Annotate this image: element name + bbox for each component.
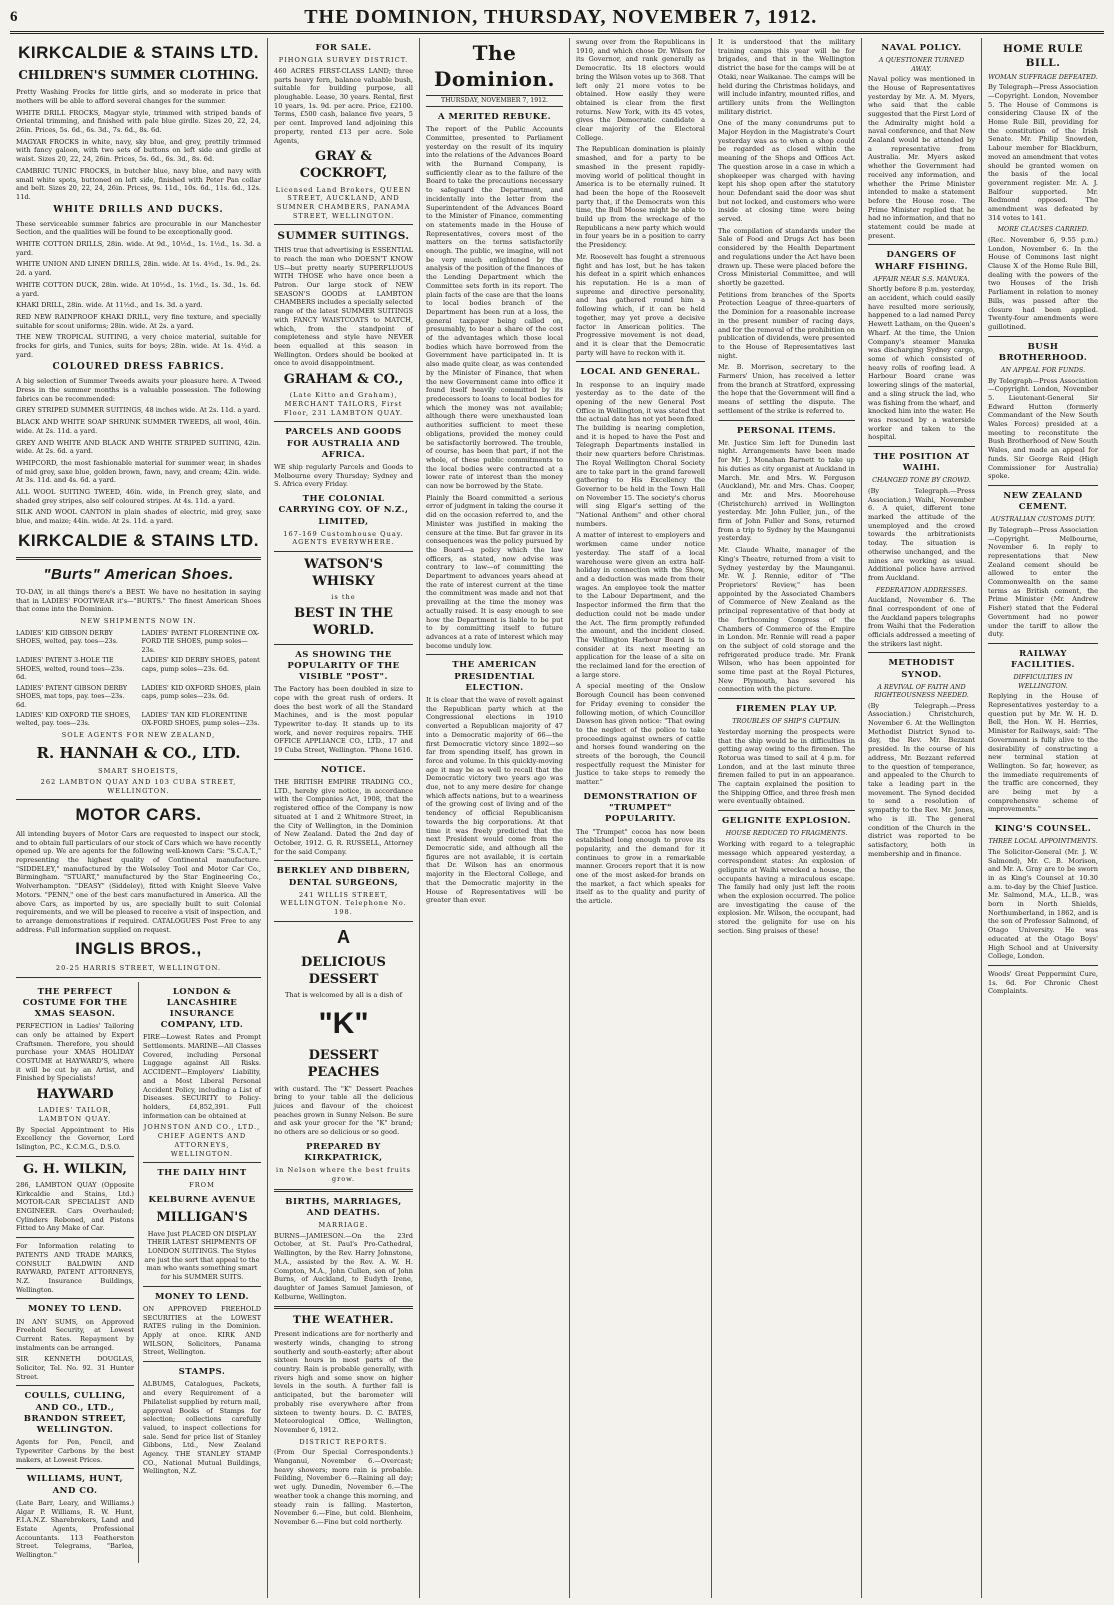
peaches-body: with custard. The "K" Dessert Peaches bring to your table all the delicious juices and flavour of the choicest peaches grown in Sunny Nelson. Be sure and ask your grocer for the "K" brand; no others are so delicious or so good. <box>274 1084 413 1137</box>
methodist-body: (By Telegraph.—Press Association.) Christchurch, November 6. At the Wellington Methodist District Synod to-day, the Rev. Mr. Bezzant presided. In the course of his address, Mr. Bezzant referred to the question of temperance, and appealed to the Church to take a leading part in the movement. The Synod decided to send a resolution of sympathy to the Rev. Mr. Jones, who is ill. The general condition of the Church in the district was reported to be satisfactory, both in membership and in finance. <box>868 701 975 858</box>
costume-heading: THE PERFECT COSTUME FOR THE XMAS SEASON. <box>22 986 128 1019</box>
tweed-4: WHIPCORD, the most fashionable material for summer wear, in shades of mid grey, saxe blue, golden brown, fawn, navy, and cream; 42in. wide. At 3s. 11d. and 4s. 6d. a yard. <box>16 458 261 485</box>
motor-body: All intending buyers of Motor Cars are requested to inspect our stock, and to obtain full particulars of our stock of Cars which we have recently opened up. We are agents for the following well-known Cars: "S.C.A.T.," representing the highest quality of Continental manufacture. "SIDDELEY," manufactured by the Wolseley Tool and Motor Car Co., Birmingham. "STUART," manufactured by the Star Engineering Co., Wolverhampton. "DEASY" (Siddeley), fitted with Knight Sleeve Valve Motors. "PENN," one of the best cars manufactured in America. All the above Cars, as imported by us, are specially built to suit Colonial requirements, and we will be pleased to receive a visit of inspection, and to arrange demonstrations if required. CATALOGUES Post Free to any address. Full information supplied on request. <box>16 829 261 934</box>
burts-heading: "Burts" American Shoes. <box>43 566 234 584</box>
burts-body: TO-DAY, in all things there's a BEST. We have no hesitation in saying that in LADIES' FOOTWEAR it's—"BURTS." The finest American Shoes that come into the Dominion. <box>16 588 261 614</box>
summer-body: THIS true that advertising is ESSENTIAL to reach the man who DOESN'T KNOW US—but pretty nearly SUPERFLUOUS WITH THOSE who have once been a Patron. Our large stock of NEW SEASON'S GOODS at LAMBTON CHAMBERS includes a specially selected range of the latest SUMMER SUITINGS with FANCY WAISTCOATS to MATCH, which, from the standpoint of completeness and style have NEVER been equalled at this season in Wellington. Orders should be booked at once to avoid disappointment. <box>274 246 413 368</box>
new-shipments: NEW SHIPMENTS NOW IN. <box>80 617 197 626</box>
notice-body: THE BRITISH EMPIRE TRADING CO., LTD., hereby give notice, in accordance with the Companies Act, 1908, that the registered office of the Company is now situated at 1 and 2 Whitmore Street, in the City of Wellington, in the Dominion of New Zealand. Dated the 2nd day of October, 1912. G. R. RUSSELL, Attorney for the said Company. <box>274 778 413 856</box>
cement-sub: AUSTRALIAN CUSTOMS DUTY. <box>990 515 1096 524</box>
children-clothing-heading: CHILDREN'S SUMMER CLOTHING. <box>18 68 259 83</box>
dessert-peaches: DESSERT PEACHES <box>307 1048 380 1081</box>
williams-body: (Late Barr, Leary, and Williams.) Algar P. Williams, R. W. Hunt, F.I.A.N.Z. Sharebrokers, Land and Estate Agents, Professional Accountants. 113 Featherston Street. Telegrams, "Barlea, Wellington." <box>16 1498 134 1560</box>
kings-body: The Solicitor-General (Mr. J. W. Salmond), Mr. C. B. Morison, and Mr. A. Gray are to be sworn in as King's Counsel at 10.30 a.m. to-day by the Chief Justice. Mr. Salmond, M.A., LL.B., was born in North Shields, Northumberland, in 1862, and is the son of Professor Salmond, of Otago University. He was educated at the Otago Boys' High School and at University College, London. <box>988 847 1098 961</box>
page-number: 6 <box>10 9 18 25</box>
gray-address: Licensed Land Brokers, QUEEN STREET, AUCKLAND, AND SUMNER CHAMBERS, PANAMA STREET, WELLINGTON. <box>275 185 412 220</box>
money-heading: MONEY TO LEND. <box>27 1304 123 1315</box>
weather-heading: THE WEATHER. <box>293 1314 394 1327</box>
shoe-2: LADIES' PATENT FLORENTINE OX-FORD TIE SHOES, pump soles—23s. <box>141 628 260 654</box>
masthead <box>10 8 1104 34</box>
coull-heading: COULLS, CULLING, AND CO., LTD., BRANDON STREET, WELLINGTON. <box>23 1391 127 1436</box>
paper-title: The Dominion. <box>434 41 555 92</box>
leader-body-2: Plainly the Board committed a serious error of judgment in taking the course it did on the occasion referred to, and the Minister was justified in making the censure at the time. But far graver in its consequences was the policy pursued by the Board—a policy which the law officers, as stated, now advise was contrary to law—of committing the Department to advances years ahead at the rate of interest current at the time the commitment was made and not that prevailing at the time the money was actually raised. It is easy enough to see how the Department is liable to be put to by committing itself to future advances at a rate of interest which may become unduly low. <box>426 493 563 650</box>
more-clauses-body: (Rec. November 6, 9.55 p.m.) London, November 6. In the House of Commons last night Clause X of the Home Rule Bill, dealing with the powers of the two Houses of the Irish Parliament in relation to money Bills, was passed after the closure had been applied. Twenty-four amendments were guillotined. <box>988 235 1098 331</box>
hayward-name: HAYWARD <box>36 1087 114 1103</box>
home-rule-sub: WOMAN SUFFRAGE DEFEATED. <box>988 72 1098 81</box>
kings-sub: THREE LOCAL APPOINTMENTS. <box>988 837 1098 846</box>
tweed-2: BLACK AND WHITE SOAP SHRUNK SUMMER TWEEDS, all wool, 46in. wide. At 2s. 11d. a yard. <box>16 418 261 435</box>
local-heading: LOCAL AND GENERAL. <box>580 367 701 378</box>
for-sale-body: 460 ACRES FIRST-CLASS LAND; three parts heavy fern, balance valuable bush, suitable for building purpose, all ploughable. Lease, 30 years. Rental, first 10 years, 1s. 9d. per acre. Price, £2100. Terms, £500 cash, balance five years, 5 per cent. Improved land adjoining this property, rented £13 per acre. Sole Agents, <box>274 66 413 145</box>
railway-sub: DIFFICULTIES IN WELLINGTON. <box>1013 673 1073 690</box>
patents-body: For Information relating to PATENTS AND TRADE MARKS, CONSULT BALDWIN AND RAYWARD, PATENT ATTORNEYS, N.Z. Insurance Buildings, Wellington. <box>16 1242 134 1294</box>
naval-heading: NAVAL POLICY. <box>881 43 962 53</box>
daily-hint: THE DAILY HINT <box>157 1168 247 1179</box>
notice-heading: NOTICE. <box>320 764 367 775</box>
trumpet-heading: DEMONSTRATION OF "TRUMPET" POPULARITY. <box>583 791 698 825</box>
personal-body-2: Mr. Claude Whaite, manager of the King's Theatre, returned from a visit to Sydney yesterday by the Maunganui. Mr. W. J. Rennie, editor of "The Proprietors' Review," has been appointed by the Associated Chambers of Commerce of New Zealand as the principal representative of that body at the forthcoming Congress of the Chambers of Commerce of the Empire in London. Mr. Rennie will read a paper on the subject of cold storage and the refrigerated produce trade. Mr. Frank Wilson, who has been appointed for some time past at the Royal Pictures, New Plymouth, has severed his connection with the picture. <box>718 546 855 694</box>
stamps-heading: STAMPS. <box>178 1367 226 1378</box>
kirkcaldie-ad-title-2: KIRKCALDIE & STAINS LTD. <box>18 530 259 550</box>
trumpet-body: The "Trumpet" cocoa has now been established long enough to prove its popularity, and the demand for it continues to grow in a remarkable manner. Grocers report that it is now one of the most asked-for brands on the market, a fact which speaks for itself as to the quality and purity of the article. <box>576 827 705 906</box>
c4-body-top: swung over from the Republicans in 1910, and which chose Dr. Wilson for its Governor, and rank generally as Democratic. Its 18 electors would bring the Wilson votes up to 368. That left only 21 more votes to be obtained. How easily they were obtained is clear from the first returns. New York, with its 45 votes, gives the Democratic candidate a clear majority of the Electoral College. <box>576 38 705 142</box>
white-drills-body: These serviceable summer fabrics are procurable in our Manchester Section, and the qualities will be found to be exceptionally good. <box>16 219 261 237</box>
home-rule-heading: HOME RULE BILL. <box>1002 43 1084 69</box>
leader-body: The report of the Public Accounts Committee, presented to Parliament yesterday on the result of its inquiry into the relations of the Advances Board with the Burnand Company, is sufficiently clear as to the failure of the Board to take the precautions necessary to safeguard the Department, and incidentally into the letter from the Superintendent of the Advances Board to the Minister of Finance, commenting on statements made in the House of Representatives, covers most of the matters on the terms satisfactorily enough. The public, we imagine, will not be very much enlightened by the analysis of the position of the finances of the Lending Department which the Committee sets forth in its report. The plain facts of the case are that the loans to local bodies branch of the Department has been run at a loss, the general taxpayer being called on, presumably, to bear a share of the cost of the advantages which those local bodies which have borrowed from the Government have participated in. It is also made quite clear, as was contended by the Minister of Finance, that when the new Government came into office it found itself heavily committed by its predecessors to loans to local bodies for which the money was not available; although there were unexhausted loan authorities sufficient to meet these obligations, provided the money could be satisfactorily borrowed. The trouble, of course, has been that part, if not the whole, of these public commitments to the local bodies were contracted at a lower rate of interest than the money can now be borrowed by the State. <box>426 125 563 491</box>
column-6 <box>862 38 982 1598</box>
berkley-heading: BERKLEY AND DIBBERN, DENTAL SURGEONS, <box>276 866 411 888</box>
williams-heading: WILLIAMS, HUNT, AND CO. <box>26 1474 124 1496</box>
is-the: is the <box>331 593 356 602</box>
column-5 <box>712 38 862 1598</box>
for-sale: FOR SALE. <box>315 43 372 53</box>
k-brand: "K" <box>318 1006 369 1040</box>
london-heading: LONDON & LANCASHIRE INSURANCE COMPANY, LTD. <box>160 986 244 1031</box>
tweed-5: ALL WOOL SUITING TWEED, 46in. wide, in French grey, slate, and shaded grey stripes, also self coloured stripes. At 4s. 11d. a yard. <box>16 488 261 505</box>
column-1 <box>10 38 268 1598</box>
money2-body: ON APPROVED FREEHOLD SECURITIES at the LOWEST RATES ruling in the Dominion. Apply at once. KIRK AND WILSON, Solicitors, Panama Street, Wellington. <box>143 1304 261 1357</box>
graham-name: GRAHAM & CO., <box>283 372 404 388</box>
local-body: In response to an inquiry made yesterday as to the date of the opening of the new General Post Office in Wellington, it was stated that the actual date has not yet been fixed. The building is nearing completion, and it is hoped to have the Post and Telegraph Departments installed in their new quarters before Christmas. The Royal Wellington Choral Society are to take part in the grand farewell gathering to His Excellency the Governor to be held in the Town Hall on November 15. The society's chorus will sing Elgar's setting of the "National Anthem" and other choral numbers. <box>576 380 705 528</box>
sole-agents: SOLE AGENTS FOR NEW ZEALAND, <box>61 730 216 739</box>
hannah-address: 262 LAMBTON QUAY AND 103 CUBA STREET, WELLINGTON. <box>40 778 237 795</box>
inglis-name: INGLIS BROS., <box>75 939 202 959</box>
prepared-by: PREPARED BY KIRKPATRICK, <box>304 1141 383 1163</box>
federation-heading: FEDERATION ADDRESSES. <box>875 585 968 594</box>
dateline: THURSDAY, NOVEMBER 7, 1912. <box>426 95 563 107</box>
births-heading: BIRTHS, MARRIAGES, AND DEATHS. <box>285 1196 402 1218</box>
bush-sub: AN APPEAL FOR FUNDS. <box>1000 366 1086 375</box>
column-3 <box>420 38 570 1598</box>
c5-body-2: One of the many conundrums put to Major Heydon in the Magistrate's Court yesterday was as to when a shop could be regarded as closed within the meaning of the Shops and Offices Act. The question arose in a case in which a shopkeeper was charged with having kept his shop open after the statutory hour. Defendant said the door was shut but not locked, and customers who were inside at closing time were being served. <box>718 119 855 224</box>
home-rule-body: By Telegraph—Press Association—Copyright. London, November 5. The House of Commons is considering Clause IX of the Home Rule Bill, providing for the constitution of the Irish Senate. Mr. Philip Snowden, Labour member for Blackburn, moved an amendment that votes should be granted women on the basis of the local government register. Mr. A. J. Balfour supported. Mr. Redmond opposed. The amendment was defeated by 314 votes to 141. <box>988 83 1098 222</box>
waihi-heading: THE POSITION AT WAIHI. <box>873 452 970 474</box>
federation-body: Auckland, November 6. The final correspondent of one of the Auckland papers telegraphs from Waihi that the Federation officials addressed a meeting of the strikers last night. <box>868 596 975 648</box>
c4-body-2: The Republican domination is plainly smashed, and for a party to be smashed in the present rapidly-moving world of political thought in America is to be eternally ruined. It had been the hope of the Roosevelt party that, if the Democrats won this time, the Bull Moose might be able to build up from the wreckage of the Republicans a new party which would in four years be in a position to carry the Presidency. <box>576 145 705 250</box>
wilkin-body: 286, LAMBTON QUAY (Opposite Kirkcaldie and Stains, Ltd.) MOTOR-CAR SPECIALIST AND ENGINEER. Cars Overhauled; Cylinders Reboned, and Pistons Fitted to Any Make of Car. <box>16 1180 134 1233</box>
kelburne: KELBURNE AVENUE <box>148 1195 256 1206</box>
c5-body-3: The compilation of standards under the Sale of Food and Drugs Act has been considered by the Health Department and regulations under the Act have been drawn up. These were placed before the Cross Ministerial Committee, and will shortly be gazetted. <box>718 226 855 287</box>
personal-body: Mr. Justice Sim left for Dunedin last night. Arrangements have been made for Mr. J. Monahan Barnett to take up his duties as city organist at Auckland in March. Mr. and Mrs. W. Ferguson (Auckland), Mr. and Mrs. Chas. Cooper, and Mr. and Mrs. Moorehouse (Christchurch) arrived in Wellington yesterday. Mr. John Fuller, jun., of the firm of John Fuller and Sons, returned from a trip to Sydney by the Maunganui yesterday. <box>718 438 855 543</box>
gelignite-heading: GELIGNITE EXPLOSION. <box>721 816 851 827</box>
shoe-3: LADIES' PATENT 3-HOLE TIE SHOES, welted, round toes—23s. 6d. <box>16 656 125 682</box>
waihi-sub: CHANGED TONE BY CROWD. <box>872 476 971 485</box>
inglis-address: 20-25 HARRIS STREET, WELLINGTON. <box>55 963 222 972</box>
marriage-label: MARRIAGE. <box>318 1221 369 1230</box>
railway-heading: RAILWAY FACILITIES. <box>1011 648 1075 671</box>
waihi-body: (By Telegraph.—Press Association.) Waihi, November 6. A quiet, different tone marked the attitude of the unemployed and the crowd towards the arbitrationists today. The situation is otherwise unchanged, and the mines are working as usual. Additional police have arrived from Auckland. <box>868 486 975 582</box>
delicious-dessert: DELICIOUS DESSERT <box>301 954 386 987</box>
cement-heading: NEW ZEALAND CEMENT. <box>1003 490 1083 513</box>
cement-body: By Telegraph—Press Association—Copyright. Melbourne, November 6. In reply to representations that New Zealand cement should be allowed to enter the Commonwealth on the same terms as British cement, the Prime Minister (Mr. Andrew Fisher) stated that the Federal Government had no power under the tariff to allow the duty. <box>988 525 1098 639</box>
shoes-grid <box>16 629 261 728</box>
firemen-body: Yesterday morning the prospects were that the ship would be in difficulties in getting away owing to the firemen. The Rotorua was timed to sail at 4 p.m. for London, and at the last minute three firemen failed to put in an appearance. The captain explained the position to the Shipping Office, and three fresh men were eventually obtained. <box>718 727 855 806</box>
naval-body: Naval policy was mentioned in the House of Representatives yesterday by Mr. A. M. Myers, who said that the cable suggested that the First Lord of the Admiralty might hold a naval conference, and that New Zealand would be attended by a representative from Australia. Mr. Myers asked whether the Government had received any information, and whether the Prime Minister intended to make a statement before the House rose. The Prime Minister replied that he had no information, and that no statement could be made at present. <box>868 75 975 240</box>
shoe-5: LADIES' PATENT GIBSON DERBY SHOES, mat tops, pay. toes—23s. 6d. <box>16 683 128 709</box>
district-body: (From Our Special Correspondents.) Wanganui, November 6.—Overcast; heavy showers; more rain is probable. Feilding, November 6.—Raining all day; wet ugly. Dunedin, November 6.—The weather took a change this morning, and steady rain is falling. Masterton, November 6.—Fine, but cold. Blenheim, November 6.—Fine but cold northerly. <box>274 1448 413 1526</box>
column-4 <box>570 38 712 1598</box>
column-7 <box>982 38 1104 1598</box>
for-sale-sub: PIHONGIA SURVEY DISTRICT. <box>278 56 409 65</box>
shoe-4: LADIES' KID DERBY SHOES, patent caps, pump soles—23s. 6d. <box>141 656 260 673</box>
shoe-8: LADIES' TAN KID FLORENTINE OX-FORD SHOES, pump soles—23s. <box>141 710 260 728</box>
election-body: It is clear that the wave of revolt against the Republican party which at the Congressional elections in 1910 converted a Republican majority of 47 into a Democratic majority of 66—the first Democratic victory since 1892—so far from spending itself, has grown in force and volume. In this quickly-moving age it may be as well to recall that the Democratic victory two years ago was due, not to any mere desire for change which affects nations, but to a weariness of the growing cost of living and of the tendency of official Republicanism towards the big corporations. At that time it was freely predicted that the next President would come from the Democratic side, and although all the figures are not available, it is certain that Dr. Wilson has an enormous majority in the Electoral College, and that the Democratic majority in the House of Representatives will be greater than ever. <box>426 696 563 905</box>
woods-ad: Woods' Great Peppermint Cure, 1s. 6d. For Chronic Chest Complaints. <box>988 969 1098 996</box>
children-body: Pretty Washing Frocks for little girls, and so moderate in price that mothers will be able to afford several changes for the summer. <box>16 88 261 105</box>
c4-body-3: Mr. Roosevelt has fought a strenuous fight and has lost, but he has taken his defeat in a spirit which enhances his reputation. He is a man of supreme and directive personality, and has gathered round him a following which, if it can be held together, may yet prove a decisive factor in American politics. The Progressive movement is not dead, and it is clear that the Democratic party will have to reckon with it. <box>576 252 705 357</box>
bush-body: By Telegraph—Press Association—Copyright. London, November 5. Lieutenant-General Sir Edward Hutton (formerly Commandant of the New South Wales Forces) presided at a meeting to reconstitute the Bush Brotherhood of New South Wales, and made an appeal for funds. Sir George Reid (High Commissioner for Australia) spoke. <box>988 376 1098 481</box>
c5-body-top: It is understood that the military training camps this year will be for brigades, and that in the Wellington district the base for the camps will be at Otaki, near Waikanae. The camps will be held during the Christmas holidays, and will include infantry, mounted rifles, and artillery units from the Wellington military district. <box>718 38 855 116</box>
colonial-heading: THE COLONIAL CARRYING COY. OF N.Z., LIMITED, <box>278 494 409 527</box>
shoe-6: LADIES' KID OXFORD SHOES, plain caps, pump soles—23s. 6d. <box>141 683 261 701</box>
stamps-body: ALBUMS, Catalogues, Packets, and every Requirement of a Philatelist supplied by return mail, approval Books of Stamps for selection; collections carefully valued, to inspect collections for sale. Send for price list of Stanley Gibbons, Ltd., New Zealand Agency. THE STANLEY STAMP CO., National Mutual Buildings, Wellington, N.Z. <box>143 1380 261 1476</box>
coull-body: Agents for Pen, Pencil, and Typewriter Carbons by the best makers, at Lowest Prices. <box>16 1438 134 1464</box>
johnston-agents: JOHNSTON AND CO., LTD., CHIEF AGENTS AND ATTORNEYS, WELLINGTON. <box>143 1123 261 1158</box>
milligan-body: Have Just PLACED ON DISPLAY THEIR LATEST SHIPMENTS OF LONDON SUITINGS. The Styles are just the sort that appeal to the man who wants something smart for his SUMMER SUITS. <box>144 1229 260 1282</box>
fabric-1: WHITE COTTON DRILLS, 28in. wide. At 9d., 10½d., 1s. 1½d., 1s. 3d. a yard. <box>16 239 261 257</box>
firemen-heading: FIREMEN PLAY UP. <box>735 704 838 715</box>
c5-body-4: Petitions from branches of the Sports Protection League of three-quarters of the Dominion for a reasonable increase in the present number of racing days, and for the removal of the prohibition on publication of dividends, were presented to the House of Representatives last night. <box>718 290 855 360</box>
a-letter: A <box>337 926 350 947</box>
parcels-body: WE ship regularly Parcels and Goods to Melbourne every Thursday; Sydney and S. Africa every Friday. <box>274 463 413 489</box>
naval-sub: A QUESTIONER TURNED AWAY. <box>878 56 965 73</box>
summer-suitings: SUMMER SUITINGS. <box>277 230 410 243</box>
kenneth-body: SIR KENNETH DOUGLAS, Solicitor, Tel. No. 92. 31 Hunter Street. <box>16 1355 134 1381</box>
tweed-6: SILK AND WOOL CANTON in plain shades of electric, mid grey, saxe blue, and maize; 44in. wide. At 2s. 11d. a yard. <box>16 508 261 526</box>
hannah-sub: SMART SHOEISTS, <box>98 767 179 776</box>
money-body: IN ANY SUMS, on Approved Freehold Security, at Lowest Current Rates. Repayment by instalments can be arranged. <box>16 1317 134 1352</box>
prepared-sub: in Nelson where the best fruits grow. <box>276 1166 411 1183</box>
bush-heading: BUSH BROTHERHOOD. <box>998 341 1088 363</box>
wharf-sub: AFFAIR NEAR S.S. MANUKA. <box>873 274 970 283</box>
personal-heading: PERSONAL ITEMS. <box>736 425 837 436</box>
gelignite-sub: HOUSE REDUCED TO FRAGMENTS. <box>725 829 848 838</box>
best-in-world: BEST IN THE WORLD. <box>294 606 393 639</box>
local-body-2: A matter of interest to employers and workmen came under notice yesterday. The staff of a local warehouse were given an extra half-holiday in connection with the Show, and a deduction was made from their wages. An employee took the matter to the Labour Department, and the Inspector informed the firm that the deduction could not be made under the Act. The firm promptly refunded the amount, and the incident closed. The Wellington Harbour Board is to consider at its next meeting an application for the lease of a site on the reclaimed land for the erection of a large store. <box>576 531 705 679</box>
parcels-heading: PARCELS AND GOODS FOR AUSTRALIA AND AFRICA. <box>285 427 402 460</box>
fabric-6: THE NEW TROPICAL SUITING, a very choice material, suitable for frocks for girls, and Tunics, suits for boys; 28in. wide. At 1s. 4½d. a yard. <box>16 333 261 359</box>
leader-heading: A MERITED REBUKE. <box>437 111 552 122</box>
graham-sub: (Late Kitto and Graham), MERCHANT TAILORS, First Floor, 231 LAMBTON QUAY. <box>283 391 404 417</box>
coloured-fabrics-heading: COLOURED DRESS FABRICS. <box>52 362 225 373</box>
money2-heading: MONEY TO LEND. <box>154 1291 250 1302</box>
railway-body: Replying in the House of Representatives yesterday to a question put by Mr. W. H. D. Bell, the Hon. W. H. Herries, Minister for Railways, said: "The Government is fully alive to the desirability of constructing a new terminal station at Wellington. So far, however, as the immediate requirements of the traffic are concerned, they are being met by a comprehensive scheme of improvements." <box>988 692 1098 814</box>
column-2 <box>268 38 420 1598</box>
visible-heading: AS SHOWING THE POPULARITY OF THE VISIBLE "POST". <box>287 649 400 682</box>
colonial-address: 167-169 Customhouse Quay. AGENTS EVERYWHERE. <box>283 529 404 547</box>
weather-body: Present indications are for northerly and westerly winds, changing to strong southerly and south-easterly; after about sixteen hours in most parts of the country. Rain is probable generally, with rivers high and some snow on higher levels in the south. A further fall is anticipated, but the barometer will probably rise everywhere after from sixteen to twenty hours. D. C. BATES, Meteorological Office, Wellington, November 6, 1912. <box>274 1330 413 1434</box>
fabric-4: KHAKI DRILL, 28in. wide. At 11½d., and 1s. 3d. a yard. <box>16 301 203 310</box>
item-2: MAGYAR FROCKS in white, navy, sky blue, and grey, prettily trimmed with fancy galoon, with two sets of buttons on left side and girdle at waist. Sizes 20, 22, 24, 26in. Prices, 5s. 6d., 6s. 3d., 8s. 6d. <box>16 137 261 164</box>
hayward-note: By Special Appointment to His Excellency the Governor, Lord Islington, P.C., K.C.M.G., D.S.O. <box>16 1125 134 1152</box>
hannah-name: R. HANNAH & CO., LTD. <box>36 743 241 762</box>
kirkcaldie-ad-title: KIRKCALDIE & STAINS LTD. <box>18 43 259 62</box>
costume-body: PERFECTION in Ladies' Tailoring can only be attained by Expert Craftsmen. Therefore, you should purchase your XMAS HOLIDAY COSTUME at HAYWARD'S, where it will be cut by an Artist, and Finished by Specialists! <box>16 1022 134 1083</box>
local-body-3: A special meeting of the Onslow Borough Council has been convened for Friday evening to consider the following motion, of which Councillor Dawson has given notice: "That owing to the neglect of the police to take proceedings against owners of cattle and horses found wandering on the streets of the borough, the Council respectfully request the Minister for Justice to take steps to remedy the matter." <box>576 682 705 787</box>
kings-heading: KING'S COUNSEL. <box>994 824 1092 835</box>
hayward-sub: LADIES' TAILOR, LAMBTON QUAY. <box>38 1106 112 1123</box>
london-body: FIRE—Lowest Rates and Prompt Settlements. MARINE—All Classes Covered, including Personal Luggage against All Risks. ACCIDENT—Employers' Liability, and a Most Liberal Personal Accident Policy, including a List of Diseases. SECURITY to Policy-holders, £4,852,391. Full information can be obtained at <box>143 1033 261 1120</box>
election-heading: THE AMERICAN PRESIDENTIAL ELECTION. <box>452 660 537 693</box>
more-clauses: MORE CLAUSES CARRIED. <box>997 225 1089 234</box>
white-drills-heading: WHITE DRILLS AND DUCKS. <box>53 204 224 215</box>
masthead-title: THE DOMINION, THURSDAY, NOVEMBER 7, 1912. <box>304 6 818 28</box>
shoe-1: LADIES' KID GIBSON DERBY SHOES, welted, pay. toes—23s. <box>16 628 118 646</box>
motor-cars-heading: MOTOR CARS. <box>75 805 202 825</box>
gelignite-body: Working with regard to a telegraphic message which appeared yesterday, a correspondent states: An explosion of gelignite at Waihi wrecked a house, the occupants having a miraculous escape. The family had only just left the room when the explosion occurred. The police are investigating the cause of the explosion. Mr. Wilson, the occupant, had stored the gelignite for use on his section. Sing praises of these! <box>718 839 855 935</box>
milligan-name: MILLIGAN'S <box>156 1210 248 1226</box>
coloured-body: A big selection of Summer Tweeds awaits your pleasure here. A Tweed Dress in the summer months is a valuable possession. The following fabrics can be recommended: <box>16 377 261 403</box>
fabric-3: WHITE COTTON DUCK, 28in. wide. At 10½d., 1s. 1½d., 1s. 3d., 1s. 6d. a yard. <box>16 280 261 298</box>
marriage-body: BURNS—JAMIESON.—On the 23rd October, at St. Paul's Pro-Cathedral, Wellington, by the Rev. Harry Johnstone, M.A., assisted by the Rev. A. W. H. Compton, M.A., John Cullen, son of John Burns, of Auckland, to Eudyth Irene, daughter of James Samuel Jamieson, of Kelburne, Wellington. <box>274 1231 413 1301</box>
item-3: CAMBRIC TUNIC FROCKS, in butcher blue, navy blue, and navy with small white spots, buttoned on left side, finished with Peter Pan collar and belt. Sizes 20, 22, 24, 26in. Prices, 9s. 11d., 10s. 6d., 11s. 6d., 12s. 11d. <box>16 166 261 201</box>
watsons: WATSON'S WHISKY <box>304 557 383 590</box>
wilkin-name: G. H. WILKIN, <box>23 1161 127 1177</box>
tweed-3: GREY AND WHITE AND BLACK AND WHITE STRIPED SUITING, 42in. wide. At 2s. 6d. a yard. <box>16 438 261 456</box>
tweed-1: GREY STRIPED SUMMER SUITINGS, 48 inches wide. At 2s. 11d. a yard. <box>16 406 261 415</box>
wharf-heading: DANGERS OF WHARF FISHING. <box>874 250 969 272</box>
from-label: FROM <box>189 1181 215 1190</box>
district-heading: DISTRICT REPORTS. <box>299 1437 388 1446</box>
fabric-2: WHITE UNION AND LINEN DRILLS, 28in. wide. At 1s. 4½d., 1s. 9d., 2s. 2d. a yard. <box>16 260 261 278</box>
dessert-body: That is welcomed by all is a dish of <box>284 990 403 999</box>
firemen-sub: TROUBLES OF SHIP'S CAPTAIN. <box>732 717 841 726</box>
fabric-5: RED NEW RAINPROOF KHAKI DRILL, very fine texture, and specially suitable for scout uniforms; 28in. wide. At 2s. a yard. <box>16 312 261 330</box>
berkley-address: 241 WILLIS STREET, WELLINGTON. Telephone No. 198. <box>280 890 407 917</box>
wharf-body: Shortly before 8 p.m. yesterday, an accident, which could easily have resulted more seriously, happened to a lad named Percy Hewett Latham, on the Queen's Wharf. At the time, the Union Company's steamer Manuka was discharging Sydney cargo, some of which consisted of heavy rolls of roofing lead. A Harbour Board crane was lowering slings of the material, and a sling struck the lad, who was fishing from the wharf, and knocked him into the water. He was rescued by a waterside worker and taken to the hospital. <box>868 285 976 442</box>
item-1: WHITE DRILL FROCKS, Magyar style, trimmed with striped bands of Oriental trimming, and finished with pale blue girdle. Sizes 20, 22, 24, 26in. Prices, 5s. 6d., 6s. 3d., 7s. 6d., 8s. 6d. <box>16 108 261 135</box>
methodist-heading: METHODIST SYNOD. <box>888 658 955 680</box>
methodist-sub: A REVIVAL OF FAITH AND RIGHTEOUSNESS NEEDED. <box>874 682 969 700</box>
c5-body-5: Mr. B. Morrison, secretary to the Farmers' Union, has received a letter from the branch at Stratford, expressing the hope that the Government will find a means of settling the dispute. The settlement of the strike is referred to. <box>718 363 855 415</box>
split-ads-1 <box>16 982 261 1563</box>
gray-cockroft: GRAY & COCKROFT, <box>299 149 388 182</box>
shoe-7: LADIES' KID OXFORD TIE SHOES, welted, pay. toes—23s. <box>16 710 131 728</box>
visible-body: The Factory has been doubled in size to cope with the great rush of orders. It does the best work of all the Standard Machines, and is the most popular Typewriter to-day. It stands up to its work, and never requires repairs. THE OFFICE APPLIANCE CO., LTD., 17 and 19 Cuba Street, Wellington. 'Phone 1616. <box>274 685 413 755</box>
